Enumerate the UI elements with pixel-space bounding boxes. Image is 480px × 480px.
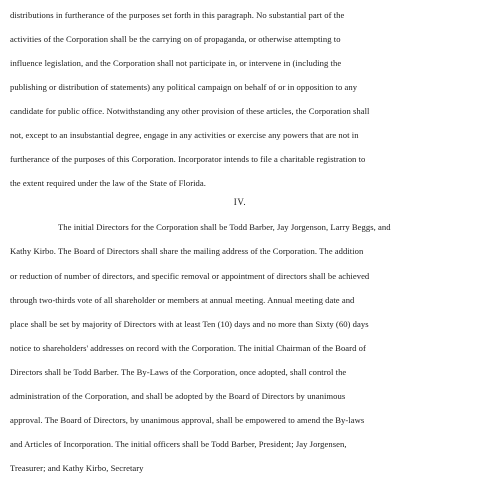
paragraph-1-line: candidate for public office. Notwithstanding any other provision of these articles, the Corporation shall xyxy=(10,106,370,116)
paragraph-1-line: furtherance of the purposes of this Corporation. Incorporator intends to file a charitable registration to xyxy=(10,154,366,164)
paragraph-2-line: Kathy Kirbo. The Board of Directors shall share the mailing address of the Corporation. The addition xyxy=(10,246,364,256)
paragraph-1-line: distributions in furtherance of the purposes set forth in this paragraph. No substantial part of the xyxy=(10,10,345,20)
paragraph-2-line: Directors shall be Todd Barber. The By-Laws of the Corporation, once adopted, shall control the xyxy=(10,367,347,377)
paragraph-1-line: not, except to an insubstantial degree, engage in any activities or exercise any powers that are not in xyxy=(10,130,359,140)
paragraph-2-line: or reduction of number of directors, and specific removal or appointment of directors shall be achieved xyxy=(10,271,370,281)
paragraph-1-line: activities of the Corporation shall be the carrying on of propaganda, or otherwise attempting to xyxy=(10,34,341,44)
paragraph-1-line: publishing or distribution of statements) any political campaign on behalf of or in opposition to any xyxy=(10,82,358,92)
paragraph-1-line: the extent required under the law of the State of Florida. xyxy=(10,178,206,188)
paragraph-2-line: place shall be set by majority of Directors with at least Ten (10) days and no more than Sixty (60) days xyxy=(10,319,369,329)
paragraph-2-line: notice to shareholders' addresses on record with the Corporation. The initial Chairman of the Board of xyxy=(10,343,366,353)
paragraph-2-line: The initial Directors for the Corporation shall be Todd Barber, Jay Jorgenson, Larry Beggs, and xyxy=(58,222,391,232)
paragraph-2-line: administration of the Corporation, and shall be adopted by the Board of Directors by unanimous xyxy=(10,391,346,401)
paragraph-2-line: through two-thirds vote of all shareholder or members at annual meeting. Annual meeting date and xyxy=(10,295,355,305)
paragraph-2-line: Treasurer; and Kathy Kirbo, Secretary xyxy=(10,463,144,473)
paragraph-1-line: influence legislation, and the Corporation shall not participate in, or intervene in (including the xyxy=(10,58,342,68)
paragraph-2-line: and Articles of Incorporation. The initial officers shall be Todd Barber, President; Jay Jorgensen, xyxy=(10,439,347,449)
section-heading: IV. xyxy=(233,197,247,207)
paragraph-2-line: approval. The Board of Directors, by unanimous approval, shall be empowered to amend the By-laws xyxy=(10,415,365,425)
